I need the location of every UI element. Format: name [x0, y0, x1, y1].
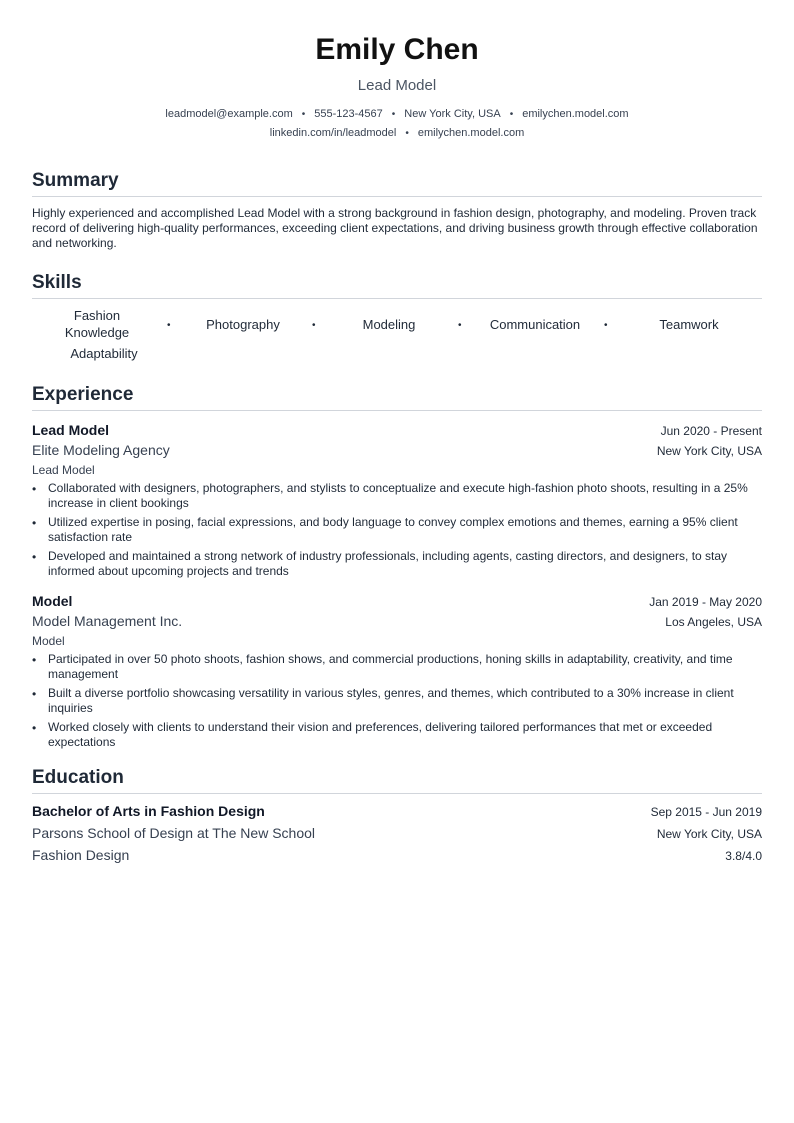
skill-item: Fashion Knowledge [64, 308, 130, 340]
section-heading-skills: Skills [32, 271, 762, 299]
skills-section [32, 271, 762, 363]
skill-item: Photography [206, 317, 280, 332]
skill-separator-dot: • [458, 320, 462, 331]
school-name: Parsons School of Design at The New School [32, 825, 316, 841]
separator-dot: • [391, 109, 396, 120]
website-link[interactable]: emilychen.model.com [522, 108, 629, 120]
bullet-icon: • [32, 721, 37, 735]
education-section [32, 766, 762, 867]
section-heading-education: Education [32, 766, 762, 794]
bullet-text: Worked closely with clients to understand their vision and preferences, delivering tailored performances that met or exceeded expectations [48, 720, 713, 749]
list-item [32, 515, 762, 545]
company-name: Elite Modeling Agency [32, 442, 170, 458]
bullet-text: Utilized expertise in posing, facial expressions, and body language to convey complex emotions and themes, earning a 95% client satisfaction rate [48, 515, 738, 544]
school-location: New York City, USA [656, 827, 762, 841]
bullet-icon: • [32, 653, 37, 667]
phone-number: 555-123-4567 [314, 108, 383, 120]
summary-text: Highly experienced and accomplished Lead Model with a strong background in fashion design, photography, and modeling. Proven track record of delivering high-quality performances, exceeding client expectations, and driving business growth through effective collaboration and networking. [32, 206, 758, 250]
skill-item: Modeling [362, 317, 416, 332]
experience-section [32, 383, 762, 750]
list-item [32, 481, 762, 511]
bullet-icon: • [32, 516, 37, 530]
skill-item: Communication [489, 317, 581, 332]
education-dates: Sep 2015 - Jun 2019 [650, 805, 762, 819]
contact-line-2 [32, 124, 762, 143]
job-bullets [32, 652, 762, 750]
portfolio-link[interactable]: emilychen.model.com [417, 127, 525, 139]
list-item [32, 549, 762, 579]
candidate-role: Lead Model [357, 77, 437, 94]
job-role: Model [32, 634, 65, 648]
skill-separator-dot: • [312, 320, 316, 331]
gpa-value: 3.8/4.0 [725, 849, 762, 863]
job-dates: Jun 2020 - Present [660, 424, 762, 438]
education-entry [32, 801, 762, 867]
job-location: Los Angeles, USA [665, 615, 762, 629]
skills-grid [32, 299, 762, 363]
bullet-icon: • [32, 687, 37, 701]
job-dates: Jan 2019 - May 2020 [649, 595, 762, 609]
contact-line-1 [32, 105, 762, 124]
bullet-text: Collaborated with designers, photographers, and stylists to conceptualize and execute high-fashion photo shoots, resulting in a 25% increase in client bookings [48, 481, 748, 510]
section-heading-experience: Experience [32, 383, 762, 411]
separator-dot: • [301, 109, 306, 120]
job-entry [32, 420, 762, 579]
job-entry [32, 591, 762, 750]
degree-title: Bachelor of Arts in Fashion Design [32, 803, 265, 819]
list-item [32, 720, 762, 750]
separator-dot: • [509, 109, 514, 120]
company-name: Model Management Inc. [32, 613, 183, 629]
separator-dot: • [405, 128, 409, 139]
email-link[interactable]: leadmodel@example.com [165, 108, 293, 120]
bullet-text: Built a diverse portfolio showcasing versatility in various styles, genres, and themes, which contributed to a 30% increase in client inquiries [48, 686, 734, 715]
job-title: Model [32, 593, 73, 609]
list-item [32, 652, 762, 682]
job-role: Lead Model [32, 463, 95, 477]
skill-separator-dot: • [604, 320, 608, 331]
job-location: New York City, USA [656, 444, 762, 458]
list-item [32, 686, 762, 716]
section-heading-summary: Summary [32, 169, 762, 197]
field-of-study: Fashion Design [32, 847, 130, 863]
location-text: New York City, USA [404, 108, 501, 120]
skill-item: Teamwork [659, 317, 719, 332]
skill-item: Adaptability [70, 346, 138, 361]
bullet-text: Developed and maintained a strong network of industry professionals, including agents, casting directors, and designers, to stay informed about upcoming projects and trends [48, 549, 728, 578]
bullet-text: Participated in over 50 photo shoots, fashion shows, and commercial productions, honing skills in adaptability, creativity, and time management [48, 652, 733, 681]
summary-section [32, 169, 762, 251]
linkedin-link[interactable]: linkedin.com/in/leadmodel [269, 127, 397, 139]
bullet-icon: • [32, 550, 37, 564]
job-title: Lead Model [32, 422, 110, 438]
contact-info [32, 105, 762, 143]
bullet-icon: • [32, 482, 37, 496]
candidate-name: Emily Chen [315, 33, 479, 66]
resume-header [32, 0, 762, 143]
job-bullets [32, 481, 762, 579]
skill-separator-dot: • [167, 320, 171, 331]
